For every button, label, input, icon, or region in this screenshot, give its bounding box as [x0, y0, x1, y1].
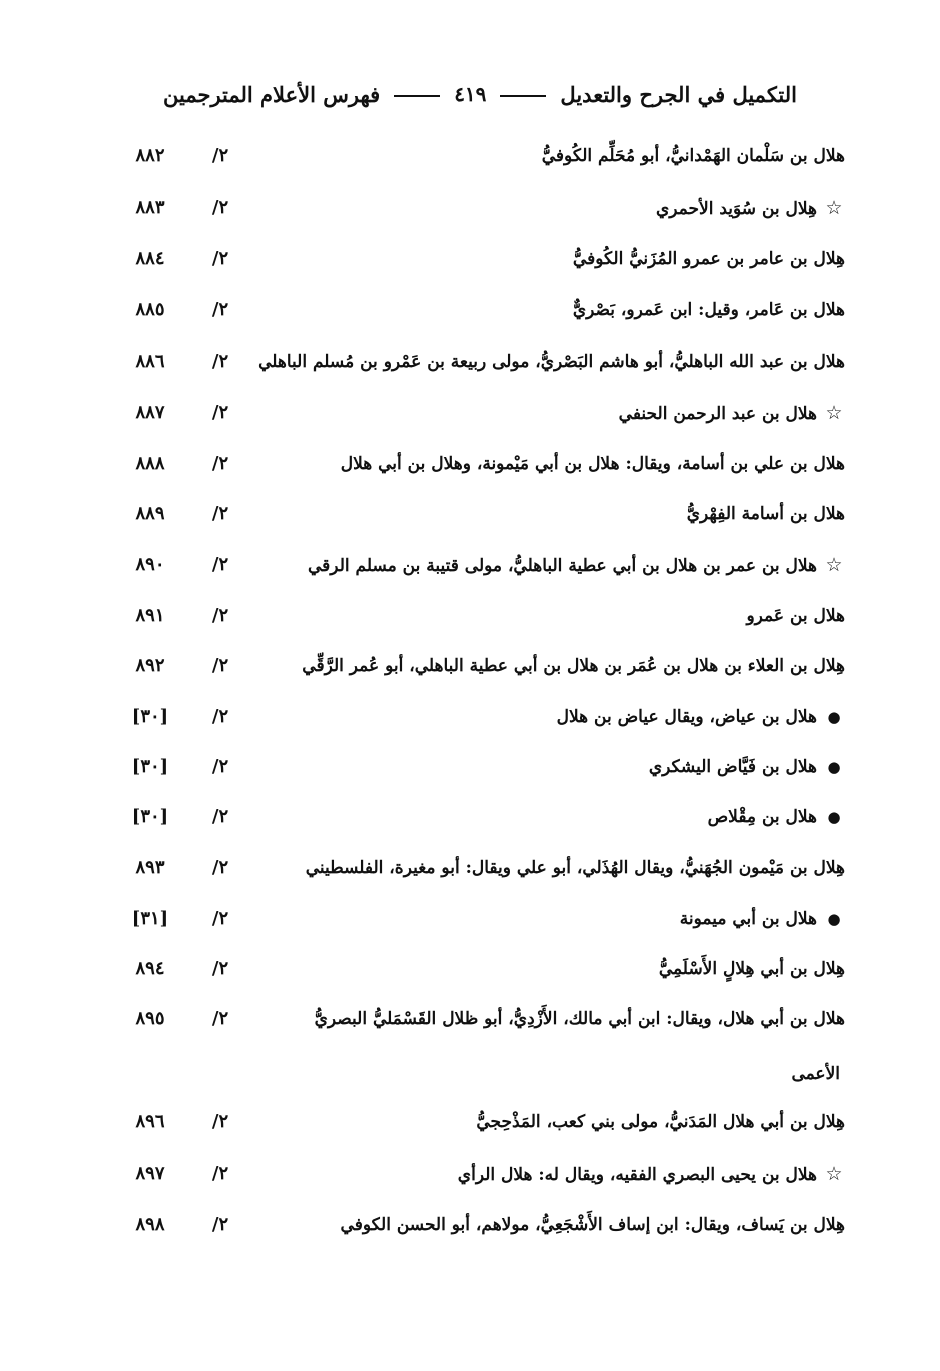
- bullet-icon: ●: [827, 708, 841, 726]
- volume-number: ٢/: [211, 806, 229, 827]
- entry-number: [٣٠]: [131, 706, 169, 727]
- entry-name: هلال بن سَلْمان الهَمْدانيُّ، أبو مُحَلِّم الكُوفيُّ: [541, 146, 845, 166]
- entry-number: ٨٨٤: [135, 248, 165, 269]
- entry-name: هِلال بن سُوَيد الأحمري: [655, 199, 817, 219]
- entry-text: [255, 695, 845, 739]
- volume-number: ٢/: [211, 1111, 229, 1132]
- entry-name: هلال بن أبي هلال، ويقال: ابن أبي مالك، الأَزْدِيُّ، أبو ظلال القَسْمَليُّ البصريُّ: [314, 1009, 845, 1029]
- header-index-title: فهرس الأعلام المترجمين: [163, 81, 381, 107]
- list-item: [100, 1152, 845, 1196]
- entry-number: ٨٩٢: [135, 655, 165, 676]
- header-book-title: التكميل في الجرح والتعديل: [560, 81, 797, 107]
- list-item: [100, 237, 845, 281]
- entry-name: هلال بن عمر بن هلال بن أبي عطية الباهليُّ، مولى قتيبة بن مسلم الرقي: [308, 556, 817, 576]
- list-item: [100, 947, 845, 991]
- bullet-icon: ●: [827, 808, 841, 826]
- volume-number: ٢/: [211, 756, 229, 777]
- entry-number: ٨٨٥: [135, 299, 165, 320]
- volume-number: ٢/: [211, 1214, 229, 1235]
- list-item: [100, 442, 845, 486]
- entry-name: هلال بن عياض، ويقال عياض بن هلال: [556, 707, 817, 727]
- entry-name: هلال بن فَيَّاض اليشكري: [648, 757, 817, 777]
- volume-number: ٢/: [211, 197, 229, 218]
- list-item: [100, 1203, 845, 1247]
- volume-number: ٢/: [211, 1163, 229, 1184]
- bullet-icon: ●: [827, 758, 841, 776]
- entry-text: [255, 594, 845, 638]
- list-item: [100, 186, 845, 230]
- volume-number: ٢/: [211, 857, 229, 878]
- header-divider: [500, 95, 546, 97]
- entry-text: [255, 340, 845, 384]
- list-item: [100, 594, 845, 638]
- list-item: [100, 492, 845, 536]
- volume-number: ٢/: [211, 351, 229, 372]
- entry-name: هلال بن عَامر، وقيل: ابن عَمرو، بَصْريٌّ: [572, 300, 845, 320]
- entry-continuation: الأعمى: [791, 1064, 840, 1084]
- entry-number: ٨٨٢: [135, 145, 165, 166]
- entry-name: هِلال بن العلاء بن هلال بن عُمَر بن هلال بن أبي عطية الباهلي، أبو عُمر الرَّقِّي: [302, 656, 845, 676]
- star-icon: ☆: [825, 1163, 843, 1185]
- star-icon: ☆: [825, 554, 843, 576]
- volume-number: ٢/: [211, 453, 229, 474]
- entry-text: [255, 947, 845, 991]
- entry-text: [255, 391, 845, 435]
- entry-text: [255, 644, 845, 688]
- entry-text: [255, 846, 845, 890]
- page-header: [150, 74, 810, 114]
- entry-number: ٨٩٦: [135, 1111, 165, 1132]
- entry-number: ٨٩٥: [135, 1008, 165, 1029]
- volume-number: ٢/: [211, 554, 229, 575]
- entry-text: [255, 1100, 845, 1144]
- volume-number: ٢/: [211, 706, 229, 727]
- entry-name: هِلال بن مَيْمون الجُهَنيُّ، ويقال الهُذَلي، أبو علي ويقال: أبو مغيرة، الفلسطيني: [305, 858, 845, 878]
- volume-number: ٢/: [211, 908, 229, 929]
- star-icon: ☆: [825, 402, 843, 424]
- entry-name: هِلال بن أبي هِلالٍ الأَسْلَمِيُّ: [658, 959, 845, 979]
- entry-number: ٨٨٨: [135, 453, 165, 474]
- list-item: [100, 695, 845, 739]
- entry-number: ٨٩٣: [135, 857, 165, 878]
- entry-text: [255, 897, 845, 941]
- entry-number: ٨٨٣: [135, 197, 165, 218]
- entry-number: ٨٨٩: [135, 503, 165, 524]
- list-item: [100, 795, 845, 839]
- entry-number: [٣١]: [131, 908, 169, 929]
- list-item: [100, 288, 845, 332]
- entry-number: ٨٩٠: [135, 554, 165, 575]
- list-item: [100, 134, 845, 178]
- entry-number: [٣٠]: [131, 756, 169, 777]
- entry-text: [255, 795, 845, 839]
- bullet-icon: ●: [827, 910, 841, 928]
- entry-name: هلال بن عبد الله الباهليُّ، أبو هاشم البَصْريُّ، مولى ربيعة بن عَمْرو بن مُسلم الباهلي: [258, 352, 845, 372]
- list-item: [100, 543, 845, 587]
- volume-number: ٢/: [211, 248, 229, 269]
- entry-number: ٨٩١: [135, 605, 165, 626]
- volume-number: ٢/: [211, 299, 229, 320]
- list-item: [100, 644, 845, 688]
- volume-number: ٢/: [211, 655, 229, 676]
- entry-name: هلال بن أبي ميمونة: [679, 909, 817, 929]
- entry-text: [255, 1152, 845, 1196]
- page-number: ٤١٩: [454, 82, 487, 106]
- entry-name: هلال بن علي بن أسامة، ويقال: هلال بن أبي مَيْمونة، وهلال بن أبي هلال: [340, 454, 845, 474]
- entry-number: ٨٩٧: [135, 1163, 165, 1184]
- entry-text: [255, 134, 845, 178]
- entry-text: [255, 543, 845, 587]
- entry-text: [255, 997, 845, 1041]
- header-divider: [394, 95, 440, 97]
- entry-text: [255, 186, 845, 230]
- entry-name: هِلال بن أبي هلال المَدَنيُّ، مولى بني كعب، المَذْحِجيُّ: [476, 1112, 845, 1132]
- entry-text: [255, 442, 845, 486]
- entry-number: [٣٠]: [131, 806, 169, 827]
- entry-name: هلال بن يحيى البصري الفقيه، ويقال له: هلال الرأي: [457, 1165, 817, 1185]
- list-item: [100, 846, 845, 890]
- list-item: [100, 1100, 845, 1144]
- entry-name: هلال بن عَمرو: [746, 606, 845, 626]
- entry-number: ٨٩٨: [135, 1214, 165, 1235]
- entry-text: [255, 745, 845, 789]
- volume-number: ٢/: [211, 503, 229, 524]
- volume-number: ٢/: [211, 958, 229, 979]
- entry-number: ٨٨٧: [135, 402, 165, 423]
- list-item: [100, 997, 845, 1041]
- volume-number: ٢/: [211, 1008, 229, 1029]
- entry-text: [255, 1203, 845, 1247]
- volume-number: ٢/: [211, 605, 229, 626]
- list-item: [100, 340, 845, 384]
- list-item: [100, 897, 845, 941]
- list-item: [100, 745, 845, 789]
- entry-text: [255, 492, 845, 536]
- entry-number: ٨٨٦: [135, 351, 165, 372]
- entry-name: هلال بن مِقْلاص: [707, 807, 817, 827]
- entry-number: ٨٩٤: [135, 958, 165, 979]
- star-icon: ☆: [825, 197, 843, 219]
- entry-text: [255, 237, 845, 281]
- entry-text: [255, 288, 845, 332]
- entry-name: هلال بن أسامة الفِهْريُّ: [686, 504, 845, 524]
- volume-number: ٢/: [211, 402, 229, 423]
- volume-number: ٢/: [211, 145, 229, 166]
- entry-name: هلال بن عبد الرحمن الحنفي: [618, 404, 817, 424]
- entry-name: هِلال بن يَساف، ويقال: ابن إساف الأَشْجَعِيُّ، مولاهم، أبو الحسن الكوفي: [340, 1215, 845, 1235]
- list-item: [100, 391, 845, 435]
- entry-name: هِلال بن عامر بن عمرو المُزَنيُّ الكُوفيُّ: [572, 249, 845, 269]
